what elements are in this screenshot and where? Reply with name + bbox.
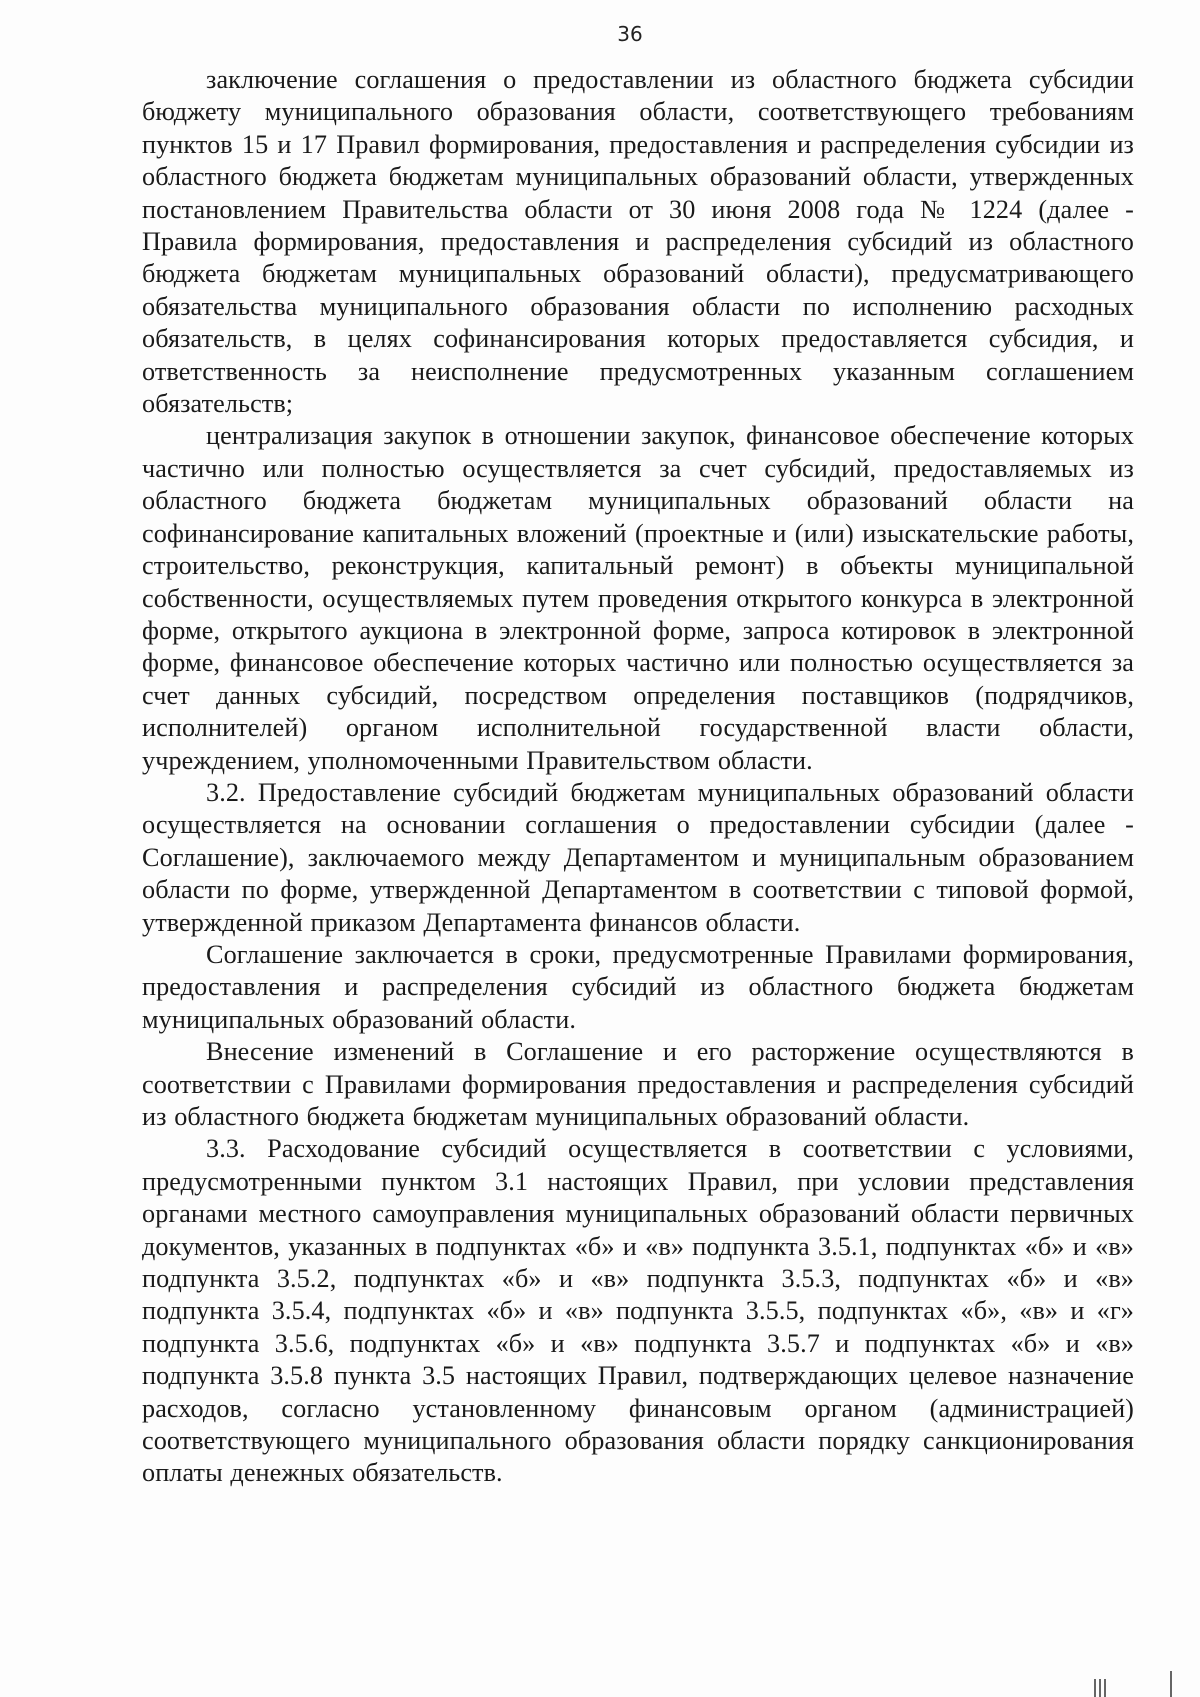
paragraph-3-3-subsidy-spending: 3.3. Расходование субсидий осуществляется в соответствии с условиями, предусмотренными пунктом 3.1 настоящих Правил, при условии представления органами местного самоуправления муниципальных образований области первичных документов, указанных в подпунктах «б» и «в» подпункта 3.5.1, подпунктах «б» и «в» подпункта 3.5.2, подпунктах «б» и «в» подпункта 3.5.3, подпунктах «б» и «в» подпункта 3.5.4, подпунктах «б» и «в» подпункта 3.5.5, подпунктах «б», «в» и «г» подпункта 3.5.6, подпунктах «б» и «в» подпункта 3.5.7 и подпунктах «б» и «в» подпункта 3.5.8 пункта 3.5 настоящих Правил, подтверждающих целевое назначение расходов, согласно установленному финансовым органом (администрацией) соответствующего муниципального образования области порядку санкционирования оплаты денежных обязательств. bbox=[142, 1134, 1134, 1488]
scan-artifact-mark bbox=[1104, 1679, 1106, 1697]
document-body bbox=[142, 64, 1134, 1490]
scan-artifact-mark bbox=[1094, 1679, 1096, 1697]
page-number: 36 bbox=[617, 22, 643, 46]
paragraph-agreement-terms: Соглашение заключается в сроки, предусмотренные Правилами формирования, предоставления и распределения субсидий из областного бюджета бюджетам муниципальных образований области. bbox=[142, 939, 1134, 1034]
scan-artifact-mark bbox=[1170, 1671, 1172, 1697]
paragraph-agreement-changes: Внесение изменений в Соглашение и его расторжение осуществляются в соответствии с Правилами формирования предоставления и распределения субсидий из областного бюджета бюджетам муниципальных образований области. bbox=[142, 1037, 1134, 1131]
scan-artifact-mark bbox=[1099, 1679, 1101, 1697]
paragraph-procurement-centralization: централизация закупок в отношении закупок, финансовое обеспечение которых частично или полностью осуществляется за счет субсидий, предоставляемых из областного бюджета бюджетам муниципальных образований области на софинансирование капитальных вложений (проектные и (или) изыскательские работы, строительство, реконструкция, капитальный ремонт) в объекты муниципальной собственности, осуществляемых путем проведения открытого конкурса в электронной форме, открытого аукциона в электронной форме, запроса котировок в электронной форме, финансовое обеспечение которых частично или полностью осуществляется за счет данных субсидий, посредством определения поставщиков (подрядчиков, исполнителей) органом исполнительной государственной власти области, учреждением, уполномоченными Правительством области. bbox=[142, 421, 1134, 775]
paragraph-3-2-subsidy-provision: 3.2. Предоставление субсидий бюджетам муниципальных образований области осуществляется на основании соглашения о предоставлении субсидии (далее - Соглашение), заключаемого между Департаментом и муниципальным образованием области по форме, утвержденной Департаментом в соответствии с типовой формой, утвержденной приказом Департамента финансов области. bbox=[142, 777, 1134, 937]
paragraph-agreement-conclusion: заключение соглашения о предоставлении из областного бюджета субсидии бюджету муниципального образования области, соответствующего требованиям пунктов 15 и 17 Правил формирования, предоставления и распределения субсидии из областного бюджета бюджетам муниципальных образований области, утвержденных постановлением Правительства области от 30 июня 2008 года № 1224 (далее - Правила формирования, предоставления и распределения субсидий из областного бюджета бюджетам муниципальных образований области), предусматривающего обязательства муниципального образования области по исполнению расходных обязательств, в целях софинансирования которых предоставляется субсидия, и ответственность за неисполнение предусмотренных указанным соглашением обязательств; bbox=[142, 65, 1134, 419]
